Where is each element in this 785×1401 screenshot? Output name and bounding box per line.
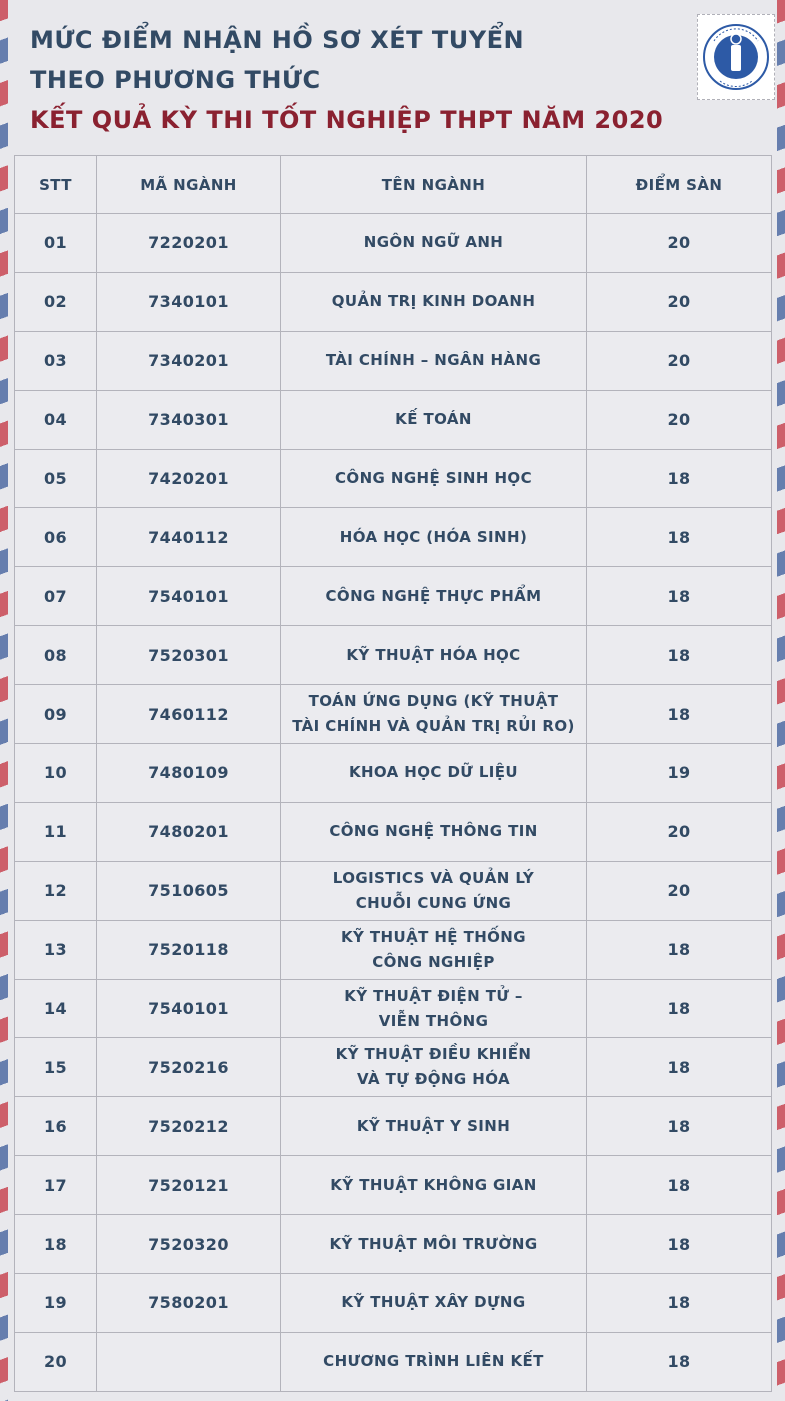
cell-name: CÔNG NGHỆ SINH HỌC [281, 449, 587, 508]
cell-name: CHƯƠNG TRÌNH LIÊN KẾT [281, 1332, 587, 1391]
cell-stt: 12 [15, 861, 97, 920]
cell-code: 7540101 [97, 567, 281, 626]
table-row [15, 920, 772, 979]
cell-stt: 14 [15, 979, 97, 1038]
title-line-2: THEO PHƯƠNG THỨC [30, 66, 321, 94]
table-row [15, 1332, 772, 1391]
cell-score: 18 [587, 449, 772, 508]
cell-name: KHOA HỌC DỮ LIỆU [281, 744, 587, 803]
cell-stt: 04 [15, 390, 97, 449]
cell-stt: 11 [15, 802, 97, 861]
table-row [15, 508, 772, 567]
title-line-3: KẾT QUẢ KỲ THI TỐT NGHIỆP THPT NĂM 2020 [30, 106, 664, 134]
left-border-stripes [0, 0, 8, 1401]
cell-name: KỸ THUẬT XÂY DỰNG [281, 1274, 587, 1333]
cell-code: 7520118 [97, 920, 281, 979]
cell-score: 20 [587, 214, 772, 273]
cell-code: 7340101 [97, 272, 281, 331]
cell-code: 7520301 [97, 626, 281, 685]
cell-code: 7520212 [97, 1097, 281, 1156]
cell-score: 18 [587, 979, 772, 1038]
cell-code: 7480109 [97, 744, 281, 803]
cell-code: 7340301 [97, 390, 281, 449]
cell-stt: 06 [15, 508, 97, 567]
cell-name: KỸ THUẬT KHÔNG GIAN [281, 1156, 587, 1215]
cell-stt: 17 [15, 1156, 97, 1215]
cell-name: KỸ THUẬT ĐIỆN TỬ – VIỄN THÔNG [281, 979, 587, 1038]
university-logo [697, 14, 775, 100]
cell-code: 7220201 [97, 214, 281, 273]
cell-score: 18 [587, 685, 772, 744]
table-row [15, 802, 772, 861]
cell-stt: 13 [15, 920, 97, 979]
cell-code: 7520121 [97, 1156, 281, 1215]
cell-score: 18 [587, 920, 772, 979]
table-row [15, 1156, 772, 1215]
cell-name: KỸ THUẬT Y SINH [281, 1097, 587, 1156]
cell-stt: 15 [15, 1038, 97, 1097]
table-row [15, 626, 772, 685]
cell-score: 20 [587, 861, 772, 920]
cell-name: NGÔN NGỮ ANH [281, 214, 587, 273]
cell-score: 18 [587, 626, 772, 685]
table-row [15, 1097, 772, 1156]
table-row [15, 1274, 772, 1333]
table-row [15, 685, 772, 744]
cell-stt: 10 [15, 744, 97, 803]
table-row [15, 744, 772, 803]
cell-name: HÓA HỌC (HÓA SINH) [281, 508, 587, 567]
cell-name: TÀI CHÍNH – NGÂN HÀNG [281, 331, 587, 390]
header-stt: STT [15, 156, 97, 214]
table-row [15, 272, 772, 331]
cell-stt: 02 [15, 272, 97, 331]
cell-code: 7480201 [97, 802, 281, 861]
cell-score: 20 [587, 272, 772, 331]
cell-score: 20 [587, 802, 772, 861]
cell-name: KỸ THUẬT ĐIỀU KHIỂN VÀ TỰ ĐỘNG HÓA [281, 1038, 587, 1097]
cell-score: 18 [587, 567, 772, 626]
cell-code: 7580201 [97, 1274, 281, 1333]
table-row [15, 1038, 772, 1097]
table-header-row [15, 156, 772, 214]
cell-code: 7460112 [97, 685, 281, 744]
cell-code: 7510605 [97, 861, 281, 920]
cell-score: 18 [587, 1215, 772, 1274]
cell-name: QUẢN TRỊ KINH DOANH [281, 272, 587, 331]
cell-code: 7540101 [97, 979, 281, 1038]
cell-stt: 07 [15, 567, 97, 626]
table-row [15, 1215, 772, 1274]
header-code: MÃ NGÀNH [97, 156, 281, 214]
table-row [15, 214, 772, 273]
cell-name: KỸ THUẬT MÔI TRƯỜNG [281, 1215, 587, 1274]
cell-stt: 19 [15, 1274, 97, 1333]
cell-score: 18 [587, 1274, 772, 1333]
cell-code: 7520216 [97, 1038, 281, 1097]
cell-code: 7440112 [97, 508, 281, 567]
cell-name: TOÁN ỨNG DỤNG (KỸ THUẬT TÀI CHÍNH VÀ QUẢN TRỊ RỦI RO) [281, 685, 587, 744]
cell-name: CÔNG NGHỆ THÔNG TIN [281, 802, 587, 861]
title-line-1: MỨC ĐIỂM NHẬN HỒ SƠ XÉT TUYỂN [30, 26, 525, 54]
cell-stt: 01 [15, 214, 97, 273]
cell-stt: 16 [15, 1097, 97, 1156]
cell-name: KẾ TOÁN [281, 390, 587, 449]
cell-code: 7520320 [97, 1215, 281, 1274]
table-row [15, 390, 772, 449]
university-logo-icon [698, 15, 774, 99]
cell-code: 7420201 [97, 449, 281, 508]
cell-score: 18 [587, 1038, 772, 1097]
right-border-stripes [777, 0, 785, 1401]
cell-name: CÔNG NGHỆ THỰC PHẨM [281, 567, 587, 626]
cell-code [97, 1332, 281, 1391]
cell-name: LOGISTICS VÀ QUẢN LÝ CHUỖI CUNG ỨNG [281, 861, 587, 920]
cell-stt: 05 [15, 449, 97, 508]
table-row [15, 861, 772, 920]
page-header [30, 20, 690, 140]
table-row [15, 449, 772, 508]
header-name: TÊN NGÀNH [281, 156, 587, 214]
cell-stt: 20 [15, 1332, 97, 1391]
cell-score: 18 [587, 1097, 772, 1156]
admission-score-table [14, 155, 772, 1392]
cell-stt: 09 [15, 685, 97, 744]
cell-stt: 03 [15, 331, 97, 390]
header-score: ĐIỂM SÀN [587, 156, 772, 214]
cell-code: 7340201 [97, 331, 281, 390]
cell-name: KỸ THUẬT HỆ THỐNG CÔNG NGHIỆP [281, 920, 587, 979]
cell-stt: 18 [15, 1215, 97, 1274]
cell-stt: 08 [15, 626, 97, 685]
cell-score: 20 [587, 390, 772, 449]
cell-score: 18 [587, 1156, 772, 1215]
table-row [15, 979, 772, 1038]
table-row [15, 331, 772, 390]
cell-name: KỸ THUẬT HÓA HỌC [281, 626, 587, 685]
cell-score: 19 [587, 744, 772, 803]
cell-score: 18 [587, 1332, 772, 1391]
cell-score: 18 [587, 508, 772, 567]
cell-score: 20 [587, 331, 772, 390]
table-row [15, 567, 772, 626]
